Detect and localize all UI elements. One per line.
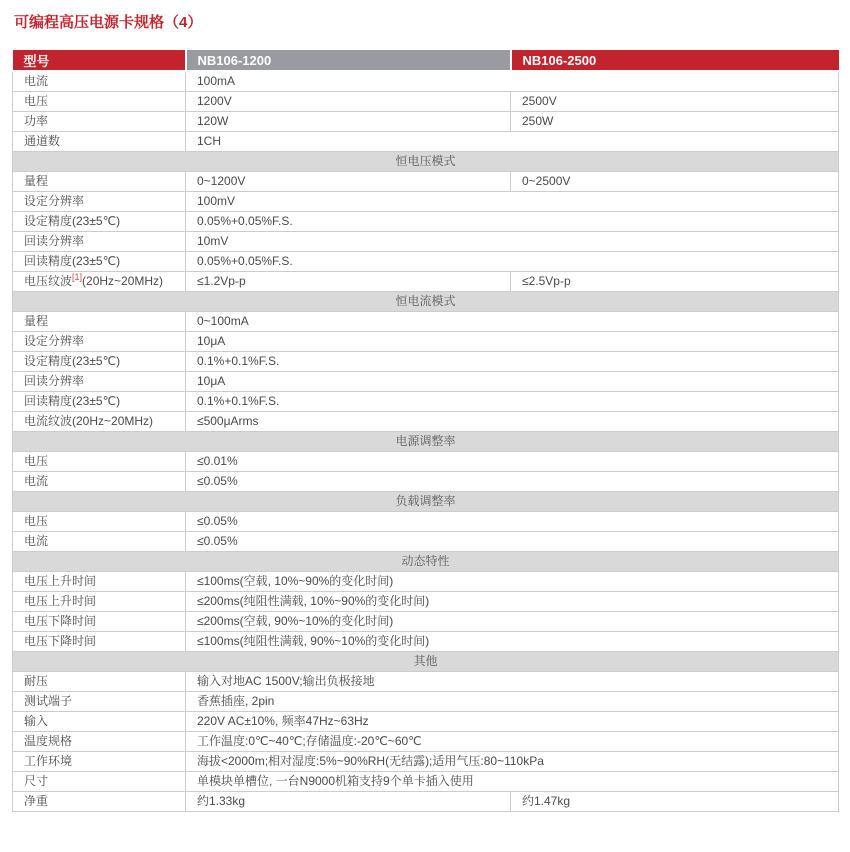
table-row: [13, 772, 839, 792]
row-value-2: 250W: [511, 112, 839, 132]
section-title: 负载调整率: [13, 492, 839, 512]
row-value-2: 0~2500V: [511, 172, 839, 192]
table-header-row: [13, 50, 839, 71]
page: [0, 14, 850, 812]
row-label: 回读分辨率: [13, 372, 186, 392]
row-label: 电压: [13, 512, 186, 532]
row-label: 测试端子: [13, 692, 186, 712]
table-row: [13, 592, 839, 612]
table-row: [13, 352, 839, 372]
row-label: 工作环境: [13, 752, 186, 772]
row-label: 回读分辨率: [13, 232, 186, 252]
table-row: [13, 332, 839, 352]
table-row: [13, 232, 839, 252]
table-row: [13, 212, 839, 232]
table-row: [13, 92, 839, 112]
spec-table: [12, 50, 839, 812]
row-label: 耐压: [13, 672, 186, 692]
row-value: 0.05%+0.05%F.S.: [186, 252, 839, 272]
section-row: [13, 492, 839, 512]
section-row: [13, 292, 839, 312]
row-label: 功率: [13, 112, 186, 132]
row-value: ≤100ms(空载, 10%~90%的变化时间): [186, 572, 839, 592]
row-value: 1200V: [186, 92, 511, 112]
column-header-model: 型号: [13, 50, 186, 71]
row-value: 工作温度:0℃~40℃;存储温度:-20℃~60℃: [186, 732, 839, 752]
table-row: [13, 632, 839, 652]
row-label: 电压: [13, 452, 186, 472]
row-label: 量程: [13, 172, 186, 192]
row-label: 电流: [13, 71, 186, 92]
spec-table-body: [13, 71, 839, 812]
row-value: ≤0.05%: [186, 512, 839, 532]
row-value: ≤200ms(纯阻性满载, 10%~90%的变化时间): [186, 592, 839, 612]
page-title: 可编程高压电源卡规格（4）: [14, 14, 203, 31]
section-row: [13, 432, 839, 452]
section-row: [13, 552, 839, 572]
row-value: 0~100mA: [186, 312, 839, 332]
table-row: [13, 672, 839, 692]
row-value-2: ≤2.5Vp-p: [511, 272, 839, 292]
row-value: 220V AC±10%, 频率47Hz~63Hz: [186, 712, 839, 732]
row-value: 0.05%+0.05%F.S.: [186, 212, 839, 232]
table-row: [13, 132, 839, 152]
row-value: 0.1%+0.1%F.S.: [186, 352, 839, 372]
row-value: ≤100ms(纯阻性满载, 90%~10%的变化时间): [186, 632, 839, 652]
column-header-nb106-2500: NB106-2500: [511, 50, 839, 71]
table-row: [13, 512, 839, 532]
row-label: 电流: [13, 472, 186, 492]
row-label: 电压下降时间: [13, 612, 186, 632]
table-row: [13, 172, 839, 192]
row-value: 1CH: [186, 132, 839, 152]
table-row: [13, 612, 839, 632]
row-value-2: 2500V: [511, 92, 839, 112]
table-row: [13, 752, 839, 772]
row-value: ≤0.01%: [186, 452, 839, 472]
row-value: 10mV: [186, 232, 839, 252]
row-value: 10μA: [186, 332, 839, 352]
table-row: [13, 732, 839, 752]
row-value: ≤200ms(空载, 90%~10%的变化时间): [186, 612, 839, 632]
section-row: [13, 652, 839, 672]
table-row: [13, 532, 839, 552]
row-label: 电流: [13, 532, 186, 552]
row-label: 电压下降时间: [13, 632, 186, 652]
row-value: ≤1.2Vp-p: [186, 272, 511, 292]
row-value: 100mA: [186, 71, 839, 92]
row-label: 温度规格: [13, 732, 186, 752]
table-row: [13, 372, 839, 392]
row-label: 设定分辨率: [13, 332, 186, 352]
table-row: [13, 272, 839, 292]
table-row: [13, 692, 839, 712]
row-label: [13, 272, 186, 292]
row-value: 10μA: [186, 372, 839, 392]
table-row: [13, 112, 839, 132]
row-value: 香蕉插座, 2pin: [186, 692, 839, 712]
table-row: [13, 192, 839, 212]
table-row: [13, 472, 839, 492]
row-label: 回读精度(23±5℃): [13, 392, 186, 412]
row-value-2: 约1.47kg: [511, 792, 839, 812]
table-row: [13, 252, 839, 272]
row-value: ≤500μArms: [186, 412, 839, 432]
table-row: [13, 392, 839, 412]
row-label: 电压上升时间: [13, 572, 186, 592]
row-label: 设定精度(23±5℃): [13, 212, 186, 232]
row-value: ≤0.05%: [186, 472, 839, 492]
section-row: [13, 152, 839, 172]
row-value: 100mV: [186, 192, 839, 212]
row-value: 海拔<2000m;相对湿度:5%~90%RH(无结露);适用气压:80~110kPa: [186, 752, 839, 772]
section-title: 其他: [13, 652, 839, 672]
section-title: 动态特性: [13, 552, 839, 572]
row-value: 0~1200V: [186, 172, 511, 192]
row-label: 输入: [13, 712, 186, 732]
section-title: 电源调整率: [13, 432, 839, 452]
row-value: 单模块单槽位, 一台N9000机箱支持9个单卡插入使用: [186, 772, 839, 792]
row-label-text: 电压纹波: [24, 274, 73, 288]
row-value: 120W: [186, 112, 511, 132]
table-row: [13, 712, 839, 732]
footnote-marker: [1]: [72, 272, 83, 282]
table-row: [13, 572, 839, 592]
table-row: [13, 792, 839, 812]
row-value: 0.1%+0.1%F.S.: [186, 392, 839, 412]
row-label: 净重: [13, 792, 186, 812]
row-value: ≤0.05%: [186, 532, 839, 552]
section-title: 恒电压模式: [13, 152, 839, 172]
row-label: 通道数: [13, 132, 186, 152]
row-label: 回读精度(23±5℃): [13, 252, 186, 272]
row-label-suffix: (20Hz~20MHz): [82, 274, 164, 288]
table-row: [13, 312, 839, 332]
table-row: [13, 412, 839, 432]
row-label: 尺寸: [13, 772, 186, 792]
row-label: 电流纹波(20Hz~20MHz): [13, 412, 186, 432]
row-label: 量程: [13, 312, 186, 332]
row-label: 设定分辨率: [13, 192, 186, 212]
row-label: 电压上升时间: [13, 592, 186, 612]
table-row: [13, 71, 839, 92]
table-row: [13, 452, 839, 472]
section-title: 恒电流模式: [13, 292, 839, 312]
row-value: 输入对地AC 1500V;输出负极接地: [186, 672, 839, 692]
row-label: 电压: [13, 92, 186, 112]
row-label: 设定精度(23±5℃): [13, 352, 186, 372]
row-value: 约1.33kg: [186, 792, 511, 812]
column-header-nb106-1200: NB106-1200: [186, 50, 511, 71]
